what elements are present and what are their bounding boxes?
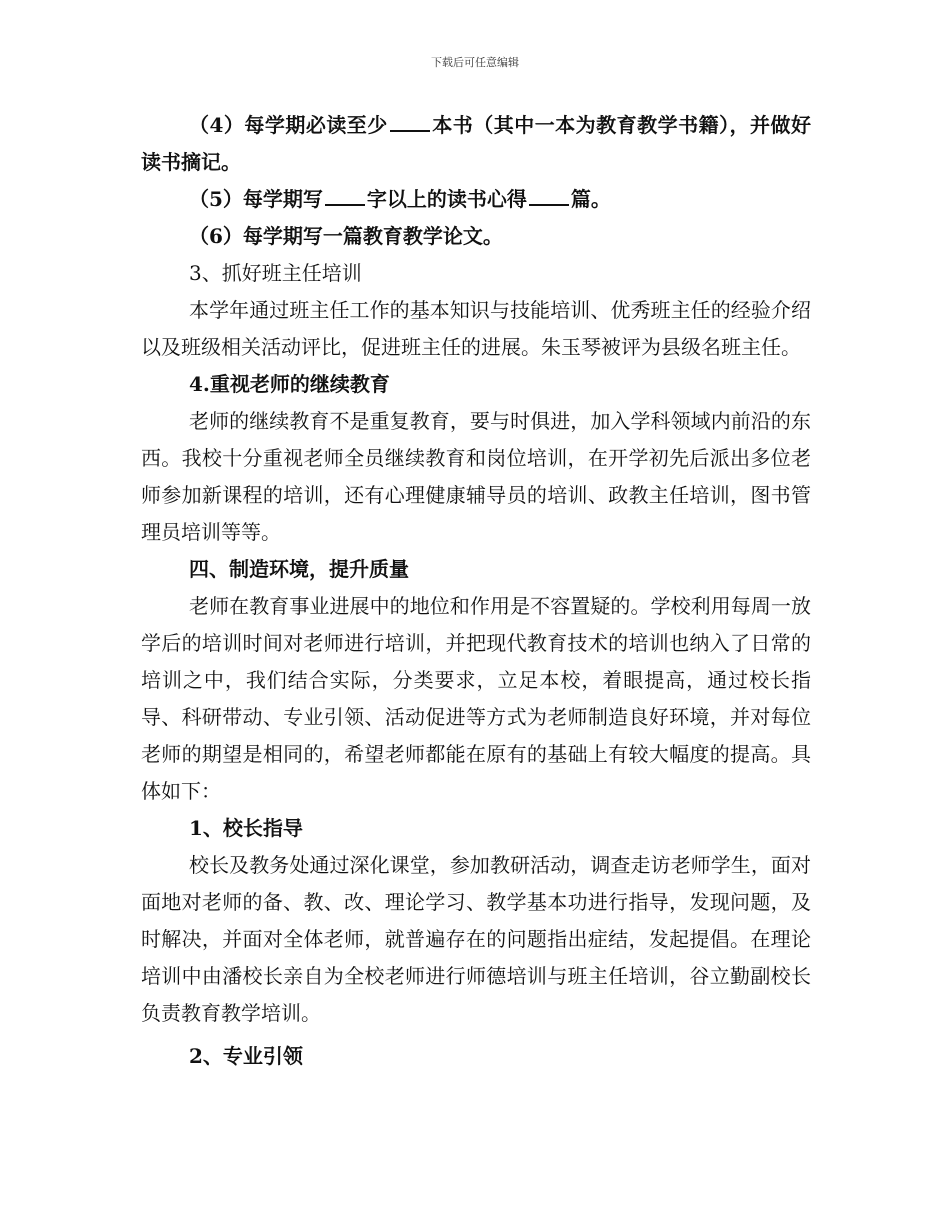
- heading-section-4: 四、制造环境，提升质量: [189, 557, 409, 581]
- body-paragraph: 老师在教育事业进展中的地位和作用是不容置疑的。学校利用每周一放学后的培训时间对老师进行培训，并把现代教育技术的培训也纳入了日常的培训之中，我们结合实际，分类要求，立足本校，着眼提高，通过校长指导、科研带动、专业引领、活动促进等方式为老师制造良好环境，并对每位老师的期望是相同的，希望老师都能在原有的基础上有较大幅度的提高。具体如下：: [141, 594, 811, 803]
- fill-blank: [529, 182, 569, 206]
- paragraph-4: [141, 107, 811, 181]
- paragraph-4-part-a: （4）每学期必读至少: [189, 113, 388, 137]
- body-paragraph: 校长及教务处通过深化课堂，参加教研活动，调查走访老师学生，面对面地对老师的备、教、改、理论学习、教学基本功进行指导，发现问题，及时解决，并面对全体老师，就普遍存在的问题指出症结，发起提倡。在理论培训中由潘校长亲自为全校老师进行师德培训与班主任培训，谷立勤副校长负责教育教学培训。: [141, 853, 811, 1025]
- paragraph-5-part-a: （5）每学期写: [189, 187, 323, 211]
- heading-2: 2、专业引领: [189, 1044, 303, 1068]
- heading-3: 3、抓好班主任培训: [189, 261, 362, 285]
- paragraph-5: [141, 181, 811, 218]
- paragraph-5-part-c: 篇。: [570, 187, 611, 211]
- paragraph-6: （6）每学期写一篇教育教学论文。: [189, 224, 503, 248]
- fill-blank: [325, 182, 365, 206]
- document-body: [141, 107, 811, 1075]
- page-header: 下载后可任意编辑: [431, 56, 519, 69]
- body-paragraph: 本学年通过班主任工作的基本知识与技能培训、优秀班主任的经验介绍以及班级相关活动评比，促进班主任的进展。朱玉琴被评为县级名班主任。: [141, 298, 811, 359]
- heading-4: 4.重视老师的继续教育: [189, 372, 390, 396]
- paragraph-5-part-b: 字以上的读书心得: [366, 187, 527, 211]
- body-paragraph: 老师的继续教育不是重复教育，要与时俱进，加入学科领域内前沿的东西。我校十分重视老师全员继续教育和岗位培训，在开学初先后派出多位老师参加新课程的培训，还有心理健康辅导员的培训、政教主任培训，图书管理员培训等等。: [141, 409, 811, 544]
- heading-1: 1、校长指导: [189, 816, 303, 840]
- fill-blank: [390, 108, 430, 132]
- paragraph-4-part-b: 本书（其中一本为教育教学书籍），并做好读书摘记。: [141, 113, 812, 174]
